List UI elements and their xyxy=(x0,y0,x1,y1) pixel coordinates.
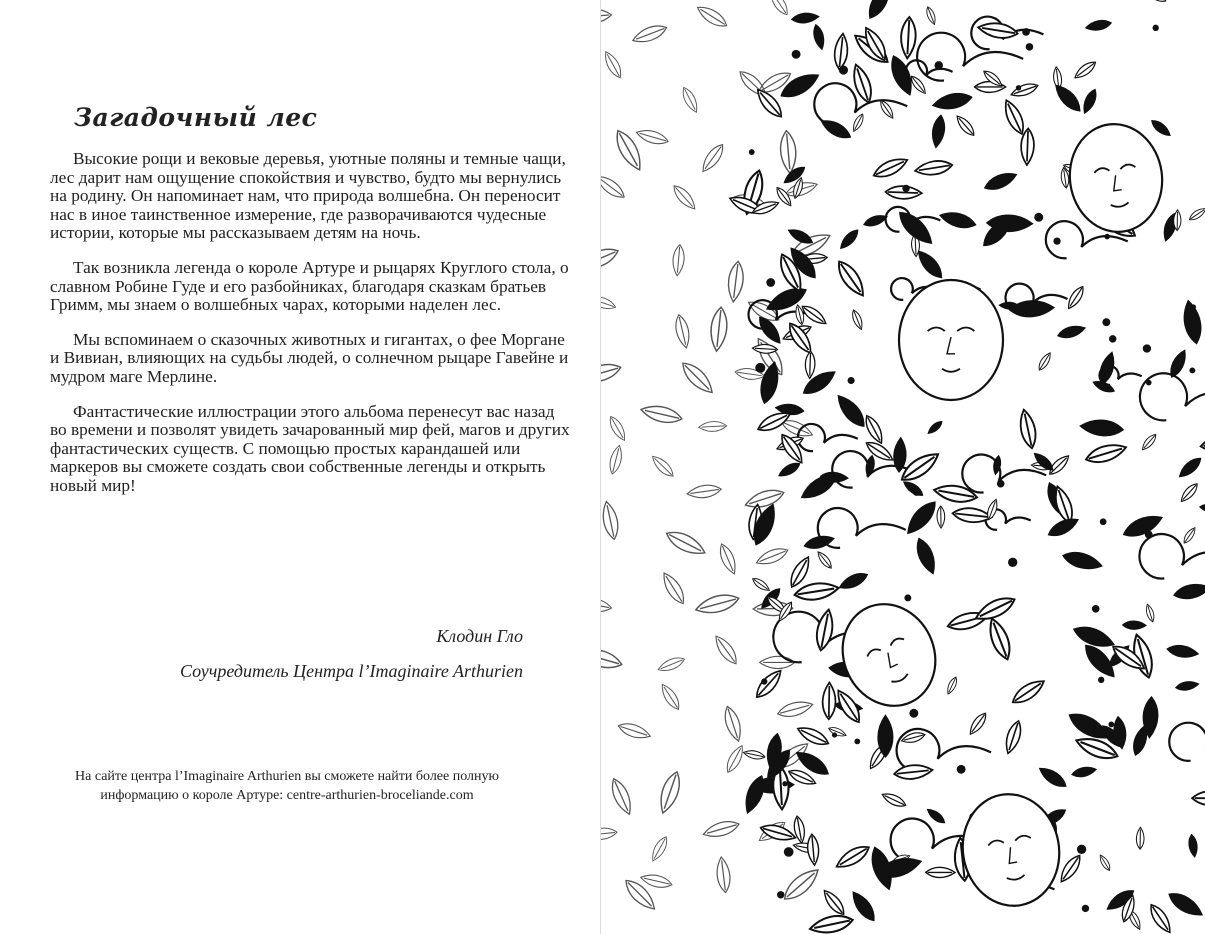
background-leaf xyxy=(601,827,618,841)
foreground-leaf xyxy=(1176,455,1203,481)
berry xyxy=(1098,677,1104,683)
author-name: Клодин Гло xyxy=(436,626,523,646)
foreground-leaf xyxy=(850,309,865,331)
berry xyxy=(761,678,767,684)
foreground-leaf xyxy=(1175,680,1199,692)
foreground-leaf xyxy=(985,616,1015,662)
illustration-svg xyxy=(601,0,1205,934)
foreground-leaf xyxy=(833,257,869,299)
background-leaf xyxy=(601,645,624,672)
berry xyxy=(904,594,911,601)
berry xyxy=(777,891,784,898)
foreground-leaf xyxy=(793,580,839,602)
foreground-leaf xyxy=(752,344,777,354)
foreground-leaf xyxy=(925,6,938,26)
foreground-leaf xyxy=(901,479,925,499)
background-leaf xyxy=(694,2,730,30)
background-leaf xyxy=(656,769,684,815)
background-leaf xyxy=(715,856,732,893)
foreground-leaf xyxy=(1010,81,1040,100)
foreground-leaf xyxy=(1188,834,1199,858)
foreground-leaf xyxy=(1145,0,1168,4)
foreground-leaf xyxy=(926,867,955,877)
berry xyxy=(1189,367,1195,373)
background-leaf xyxy=(780,864,823,905)
paragraph-3: Мы вспоминаем о сказочных животных и гигантах, о фее Моргане и Вивиан, влияющих на судьбы людей, о солнечном рыцаре Гавейне и мудром маге Мерлине. xyxy=(50,329,569,386)
face xyxy=(899,280,1003,400)
berry xyxy=(1191,304,1196,309)
foreground-leaf xyxy=(1181,526,1197,545)
background-leaf xyxy=(658,682,683,713)
berry xyxy=(839,65,848,74)
foreground-leaf xyxy=(871,154,910,181)
foreground-leaf xyxy=(900,17,917,59)
foreground-leaf xyxy=(1144,603,1156,622)
foreground-leaf xyxy=(755,314,784,346)
berry xyxy=(1092,605,1100,613)
background-leaf xyxy=(672,244,686,276)
berry xyxy=(957,765,966,774)
background-leaf xyxy=(754,545,790,569)
foreground-leaf xyxy=(1085,18,1112,32)
background-leaf xyxy=(649,834,671,863)
background-leaf xyxy=(776,698,814,720)
foreground-leaf xyxy=(833,33,849,70)
foreground-leaf xyxy=(1122,621,1146,630)
background-leaf xyxy=(721,704,744,743)
article-body xyxy=(50,150,570,512)
berry xyxy=(1016,85,1021,90)
foreground-leaf xyxy=(1200,433,1205,454)
foreground-leaf xyxy=(914,159,953,178)
foreground-leaf xyxy=(752,666,785,701)
author-role: Соучредитель Центра l’Imaginaire Arthurien xyxy=(180,661,523,681)
berry xyxy=(1053,237,1060,244)
foreground-leaf xyxy=(865,0,894,21)
background-leaf xyxy=(631,22,669,47)
berry xyxy=(1022,28,1030,36)
foreground-leaf xyxy=(925,806,947,825)
foreground-leaf xyxy=(1121,511,1164,541)
foreground-leaf xyxy=(983,169,1019,193)
foreground-leaf xyxy=(812,24,827,51)
vine-swirl xyxy=(1139,534,1205,578)
background-leaf xyxy=(601,8,612,24)
berry xyxy=(1100,518,1107,525)
foreground-leaf xyxy=(1036,351,1053,372)
foreground-leaf xyxy=(939,209,977,231)
foreground-leaf xyxy=(926,419,944,436)
foreground-leaf xyxy=(1084,440,1128,466)
paragraph-2: Так возникла легенда о короле Артуре и рыцарях Круглого стола, о славном Робине Гуде и его разбойниках, благодаря сказкам братьев Гримм, мы знаем о волшебных чарах, которыми наделен лес. xyxy=(50,257,569,315)
foreground-leaf xyxy=(893,763,933,780)
foreground-leaf xyxy=(1080,419,1123,437)
background-leaf xyxy=(767,0,791,17)
foreground-leaf xyxy=(1140,432,1159,452)
foreground-leaf xyxy=(1098,853,1113,872)
foreground-leaf xyxy=(1062,549,1103,572)
foreground-leaf xyxy=(1173,581,1205,601)
foreground-leaf xyxy=(1146,902,1174,934)
berry xyxy=(1153,25,1159,31)
foreground-leaf xyxy=(1199,503,1205,514)
foreground-leaf xyxy=(1010,300,1054,317)
foreground-leaf xyxy=(1149,117,1172,138)
foreground-leaf xyxy=(913,536,939,575)
berry xyxy=(1146,380,1152,386)
background-leaf xyxy=(694,591,741,618)
background-leaf xyxy=(639,872,673,890)
foreground-leaf xyxy=(815,550,834,571)
berry xyxy=(913,487,922,496)
background-leaf xyxy=(656,654,686,674)
background-leaf xyxy=(716,542,739,576)
berry xyxy=(906,863,911,868)
background-leaf xyxy=(673,313,692,349)
berry xyxy=(997,480,1005,488)
foreground-leaf xyxy=(1057,323,1087,340)
background-leaf xyxy=(698,421,726,432)
berry xyxy=(1109,335,1116,342)
berry xyxy=(784,847,794,857)
foreground-leaf xyxy=(848,889,878,924)
foreground-leaf xyxy=(743,749,766,761)
background-leaf xyxy=(601,49,625,80)
foreground-leaf xyxy=(977,20,1019,40)
foreground-leaf xyxy=(814,608,836,652)
foreground-leaf xyxy=(838,227,861,251)
background-leaf xyxy=(635,127,670,147)
foreground-leaf xyxy=(833,842,872,873)
foreground-leaf xyxy=(862,413,886,446)
foreground-leaf xyxy=(1166,889,1205,920)
berry xyxy=(1008,558,1017,567)
berry xyxy=(909,709,918,718)
foreground-leaf xyxy=(822,682,836,719)
coloring-illustration xyxy=(600,0,1205,934)
berry xyxy=(766,278,775,287)
berry xyxy=(749,149,755,155)
foreground-leaf xyxy=(930,115,946,148)
foreground-leaf xyxy=(1065,284,1087,311)
background-leaf xyxy=(601,244,621,274)
background-leaf xyxy=(711,633,741,668)
background-leaf xyxy=(606,414,628,443)
text-page xyxy=(0,0,600,934)
background-leaf xyxy=(601,360,623,386)
foreground-leaf xyxy=(1057,852,1085,885)
foreground-leaf xyxy=(880,790,907,809)
foreground-leaf xyxy=(1000,98,1027,137)
background-leaf xyxy=(601,294,617,312)
berry xyxy=(1104,234,1110,240)
background-leaf xyxy=(659,570,689,607)
background-leaf xyxy=(702,818,741,841)
vine-swirl xyxy=(917,33,1023,81)
footnote-line-1: На сайте центра l’Imaginaire Arthurien вы сможете найти более полную xyxy=(75,769,499,784)
foreground-leaf xyxy=(837,570,869,593)
berry xyxy=(934,61,942,69)
background-leaf xyxy=(607,776,635,817)
background-leaf xyxy=(601,596,612,614)
background-leaf xyxy=(779,130,798,174)
foreground-leaf xyxy=(792,815,806,844)
background-leaf xyxy=(678,358,717,397)
foreground-leaf xyxy=(937,506,945,528)
background-leaf xyxy=(617,720,653,742)
foreground-leaf xyxy=(1037,764,1069,791)
paragraph-4: Фантастические иллюстрации этого альбома перенесут вас назад во времени и позволят увидеть зачарованный мир фей, магов и других фантастических существ. С помощью простых карандашей или маркеров вы сможете создать свои собственные легенды и открыть новый мир! xyxy=(50,401,570,495)
background-leaf xyxy=(607,444,624,475)
foreground-leaf xyxy=(851,112,866,133)
foreground-leaf xyxy=(1052,81,1084,114)
berry xyxy=(1145,531,1153,539)
berry xyxy=(1077,845,1086,854)
background-leaf xyxy=(698,141,727,175)
foreground-leaf xyxy=(1080,88,1099,115)
background-leaf xyxy=(601,172,628,202)
berry xyxy=(832,732,837,737)
foreground-leaf xyxy=(903,498,940,538)
background-leaf xyxy=(723,743,747,775)
foreground-leaf xyxy=(933,482,978,505)
vine-swirl xyxy=(1169,723,1205,761)
foreground-leaf xyxy=(945,676,959,696)
foreground-leaf xyxy=(1002,719,1024,755)
foreground-leaf xyxy=(808,912,854,934)
background-leaf xyxy=(639,402,683,426)
background-leaf xyxy=(686,483,722,500)
berry xyxy=(854,738,860,744)
foreground-leaf xyxy=(751,576,772,594)
berry xyxy=(848,377,855,384)
foreground-leaf xyxy=(862,213,888,229)
background-leaf xyxy=(709,306,729,352)
vine-swirl xyxy=(962,455,1046,493)
berry xyxy=(902,185,909,192)
foreground-leaf xyxy=(806,834,820,866)
foreground-leaf xyxy=(1009,676,1047,708)
background-leaf xyxy=(760,656,795,668)
foreground-leaf xyxy=(914,248,946,282)
foreground-leaf xyxy=(1071,765,1097,779)
footnote-line-2: информацию о короле Артуре: centre-arthurien-broceliande.com xyxy=(100,788,474,803)
paragraph-1: Высокие рощи и вековые деревья, уютные поляны и темные чащи, лес дарит нам ощущение спокойствия и чувство, будто мы вернулись на родину. Он напоминает нам, что природа волшебна. Он переносит нас в иное таинственное измерение, где разворачиваются чудесные истории, которые мы рассказываем детям на ночь. xyxy=(50,149,566,243)
foreground-leaf xyxy=(791,12,819,24)
background-leaf xyxy=(679,85,700,114)
foreground-leaf xyxy=(833,392,868,431)
berry xyxy=(755,363,765,373)
berry xyxy=(1082,905,1089,912)
foreground-leaf xyxy=(954,113,977,138)
berry xyxy=(1034,213,1043,222)
face xyxy=(1063,118,1169,238)
background-leaf xyxy=(649,453,676,480)
berry xyxy=(782,781,787,786)
berry xyxy=(1143,344,1151,352)
face xyxy=(954,787,1068,914)
berry xyxy=(792,50,801,59)
background-leaf xyxy=(726,260,745,302)
background-leaf xyxy=(621,876,659,914)
foreground-leaf xyxy=(1178,481,1200,504)
foreground-leaf xyxy=(1187,206,1205,223)
foreground-leaf xyxy=(967,711,990,737)
background-leaf xyxy=(601,500,621,540)
foreground-leaf xyxy=(827,725,847,738)
foreground-leaf xyxy=(819,116,853,142)
foreground-leaf xyxy=(878,716,892,757)
background-leaf xyxy=(663,527,708,560)
foreground-leaf xyxy=(820,887,848,918)
foreground-leaf xyxy=(849,62,875,104)
berry xyxy=(1108,722,1114,728)
background-leaf xyxy=(670,182,699,212)
berry xyxy=(1026,43,1033,50)
foreground-leaf xyxy=(1192,791,1205,805)
berry xyxy=(1102,318,1110,326)
foreground-leaf xyxy=(1167,644,1199,660)
foreground-leaf xyxy=(777,460,802,479)
foreground-leaf xyxy=(1017,408,1039,449)
foreground-leaf xyxy=(1072,59,1098,82)
foreground-leaf xyxy=(1136,827,1144,849)
foreground-leaf xyxy=(932,91,973,112)
page-title: Загадочный лес xyxy=(74,103,318,132)
footnote xyxy=(30,767,544,805)
background-leaf xyxy=(743,486,786,512)
foreground-leaf xyxy=(805,351,815,379)
